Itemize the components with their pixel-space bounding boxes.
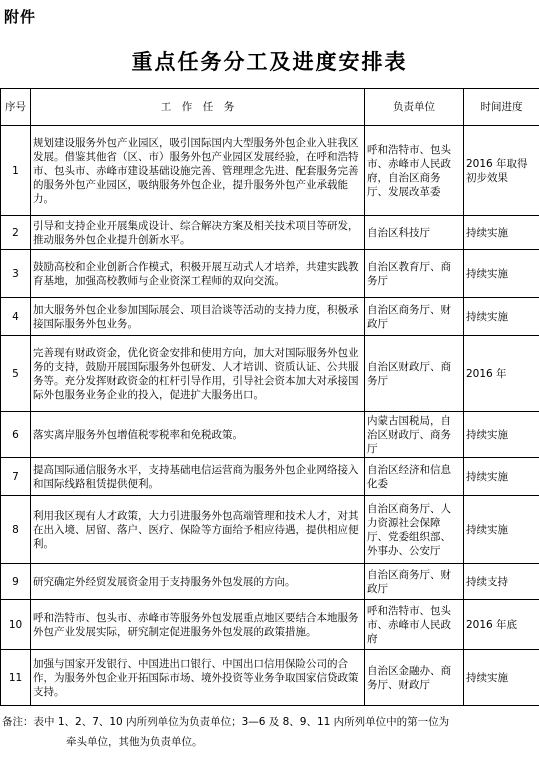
row-progress: 2016 年底 bbox=[464, 600, 539, 650]
table-row bbox=[1, 600, 539, 650]
attachment-label: 附件 bbox=[4, 8, 37, 26]
row-task: 利用我区现有人才政策，大力引进服务外包高端管理和技术人才，对其在出入境、居留、落户、医疗、保险等方面给予相应待遇，提供相应便利。 bbox=[31, 496, 365, 564]
row-dept: 自治区财政厅、商务厅 bbox=[365, 336, 464, 412]
row-dept: 自治区金融办、商务厅、财政厅 bbox=[365, 650, 464, 706]
row-progress: 持续实施 bbox=[464, 650, 539, 706]
header-progress: 时间进度 bbox=[464, 89, 539, 126]
task-table bbox=[0, 88, 539, 706]
row-task: 加强与国家开发银行、中国进出口银行、中国出口信用保险公司的合作，为服务外包企业开拓国际市场、境外投资等业务争取国家信贷政策支持。 bbox=[31, 650, 365, 706]
table-row bbox=[1, 496, 539, 564]
row-progress: 持续实施 bbox=[464, 496, 539, 564]
table-row bbox=[1, 564, 539, 600]
row-task: 规划建设服务外包产业园区，吸引国际国内大型服务外包企业入驻我区发展。借鉴其他省（区、市）服务外包产业园区发展经验，在呼和浩特市、包头市、赤峰市建设基础设施完善、管理理念先进、配套服务完善的服务外包产业园区，吸纳服务外包企业，提升服务外包产业承载能力。 bbox=[31, 126, 365, 216]
row-number: 10 bbox=[1, 600, 31, 650]
table-row bbox=[1, 458, 539, 496]
row-task: 呼和浩特市、包头市、赤峰市等服务外包发展重点地区要结合本地服务外包产业发展实际，研究制定促进服务外包发展的政策措施。 bbox=[31, 600, 365, 650]
row-number: 11 bbox=[1, 650, 31, 706]
footnote-line-2: 牵头单位，其他为负责单位。 bbox=[66, 736, 203, 748]
row-dept: 内蒙古国税局，自治区财政厅、商务厅 bbox=[365, 412, 464, 458]
row-dept: 自治区商务厅、财政厅 bbox=[365, 564, 464, 600]
row-task: 引导和支持企业开展集成设计、综合解决方案及相关技术项目等研发，推动服务外包企业提升创新水平。 bbox=[31, 216, 365, 250]
row-number: 7 bbox=[1, 458, 31, 496]
table-row bbox=[1, 412, 539, 458]
page-title: 重点任务分工及进度安排表 bbox=[131, 49, 408, 74]
row-progress: 2016 年 bbox=[464, 336, 539, 412]
header-task: 工 作 任 务 bbox=[31, 89, 365, 126]
row-number: 9 bbox=[1, 564, 31, 600]
row-number: 4 bbox=[1, 298, 31, 336]
row-task: 落实离岸服务外包增值税零税率和免税政策。 bbox=[31, 412, 365, 458]
footnote-line-1: 备注：表中 1、2、7、10 内所列单位为负责单位；3—6 及 8、9、11 内所列单位中的第一位为 bbox=[2, 716, 450, 728]
row-number: 5 bbox=[1, 336, 31, 412]
row-number: 2 bbox=[1, 216, 31, 250]
table-row bbox=[1, 336, 539, 412]
row-dept: 自治区经济和信息化委 bbox=[365, 458, 464, 496]
row-task: 提高国际通信服务水平，支持基础电信运营商为服务外包企业网络接入和国际线路租赁提供便利。 bbox=[31, 458, 365, 496]
table-row bbox=[1, 250, 539, 298]
row-number: 1 bbox=[1, 126, 31, 216]
row-task: 研究确定外经贸发展资金用于支持服务外包发展的方向。 bbox=[31, 564, 365, 600]
row-dept: 自治区商务厅、财政厅 bbox=[365, 298, 464, 336]
header-no: 序号 bbox=[1, 89, 31, 126]
row-progress: 持续实施 bbox=[464, 250, 539, 298]
row-dept: 呼和浩特市、包头市、赤峰市人民政府，自治区商务厅、发展改革委 bbox=[365, 126, 464, 216]
row-progress: 2016 年取得初步效果 bbox=[464, 126, 539, 216]
row-number: 3 bbox=[1, 250, 31, 298]
row-progress: 持续支持 bbox=[464, 564, 539, 600]
row-task: 加大服务外包企业参加国际展会、项目洽谈等活动的支持力度，积极承接国际服务外包业务。 bbox=[31, 298, 365, 336]
row-dept: 呼和浩特市、包头市、赤峰市人民政府 bbox=[365, 600, 464, 650]
row-progress: 持续实施 bbox=[464, 458, 539, 496]
header-dept: 负责单位 bbox=[365, 89, 464, 126]
row-dept: 自治区教育厅、商务厅 bbox=[365, 250, 464, 298]
row-progress: 持续实施 bbox=[464, 298, 539, 336]
row-number: 6 bbox=[1, 412, 31, 458]
row-task: 完善现有财政资金，优化资金安排和使用方向，加大对国际服务外包业务的支持，鼓励开展国际服务外包研发、人才培训、资质认证、公共服务等。充分发挥财政资金的杠杆引导作用，引导社会资本加大对承接国际外包服务业务企业的投入，促进扩大服务出口。 bbox=[31, 336, 365, 412]
row-progress: 持续实施 bbox=[464, 412, 539, 458]
row-task: 鼓励高校和企业创新合作模式，积极开展互动式人才培养，共建实践教育基地，加强高校教师与企业资深工程师的双向交流。 bbox=[31, 250, 365, 298]
footnote bbox=[2, 714, 537, 750]
row-dept: 自治区科技厅 bbox=[365, 216, 464, 250]
table-row bbox=[1, 298, 539, 336]
row-number: 8 bbox=[1, 496, 31, 564]
table-header-row bbox=[1, 89, 539, 126]
row-progress: 持续实施 bbox=[464, 216, 539, 250]
row-dept: 自治区商务厅、人力资源社会保障厅、党委组织部、外事办、公安厅 bbox=[365, 496, 464, 564]
table-row bbox=[1, 126, 539, 216]
table-row bbox=[1, 216, 539, 250]
table-row bbox=[1, 650, 539, 706]
